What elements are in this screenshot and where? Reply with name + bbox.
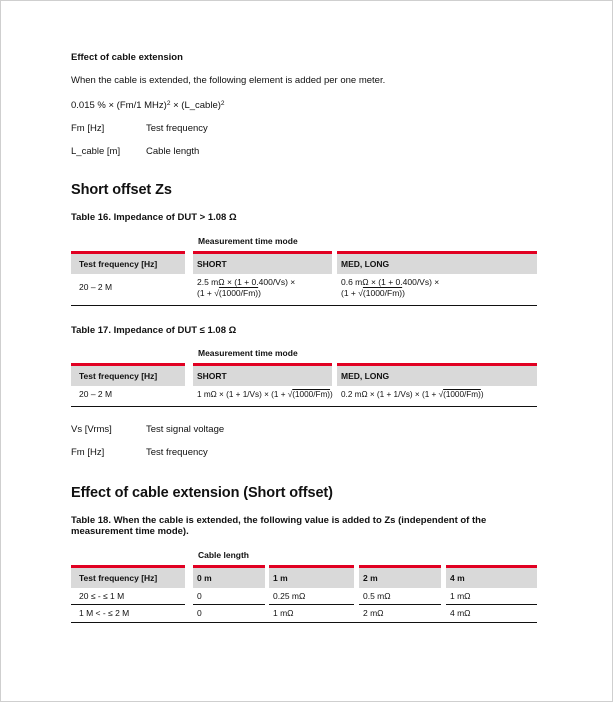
- formula-radicand: (1000/Fm): [443, 390, 481, 399]
- formula-part: ): [402, 288, 405, 298]
- definition-term: Vs [Vrms]: [71, 423, 112, 435]
- table16-col-header-frequency: Test frequency [Hz]: [71, 251, 185, 274]
- formula-part: 1 mΩ × (1 + 1/Vs) × (1 + √: [197, 390, 293, 399]
- formula-part: 2.5 mΩ × (1 + 0.400/Vs) ×: [197, 276, 296, 287]
- table-gap: [185, 588, 193, 606]
- table16-col-header-med-long: MED, LONG: [337, 251, 537, 274]
- table17-cell-short-formula: [193, 386, 332, 406]
- table17: [71, 363, 537, 407]
- formula-part: (1 + √: [341, 288, 363, 298]
- table-gap: [185, 251, 193, 274]
- table16-cell-short-formula: [193, 274, 332, 305]
- table18-row2-value-1m: 1 mΩ: [273, 608, 294, 618]
- table-gap: [185, 565, 193, 588]
- table18-row1-value-0m: 0: [193, 588, 265, 606]
- formula-line: [341, 288, 534, 300]
- table18-row1-value-1m: 0.25 mΩ: [269, 588, 354, 606]
- formula-line: [197, 277, 329, 289]
- definition-term: Fm [Hz]: [71, 446, 105, 458]
- formula-radicand: (1000/Fm): [362, 288, 403, 298]
- table16-group-header: Measurement time mode: [198, 235, 298, 246]
- section-heading-short-offset-zs: Short offset Zs: [71, 182, 172, 198]
- table17-col-header-med-long: MED, LONG: [337, 363, 537, 386]
- formula-part: ): [480, 390, 484, 399]
- page-content: [71, 52, 537, 623]
- definition-row-fm: [71, 123, 537, 134]
- definition-term: Fm [Hz]: [71, 123, 105, 134]
- definition-row-lcable: [71, 146, 537, 157]
- formula-line: [341, 277, 534, 289]
- table-gap: [185, 274, 193, 305]
- table16-col-header-short: SHORT: [193, 251, 332, 274]
- table18-row2-value-4m: 4 mΩ: [450, 608, 471, 618]
- definition-text: Test frequency: [146, 446, 208, 458]
- table16-cell-frequency: 20 – 2 M: [79, 282, 113, 293]
- intro-body-text: When the cable is extended, the following element is added per one meter.: [71, 75, 386, 86]
- definition-text: Cable length: [146, 146, 200, 157]
- table-gap: [185, 386, 193, 406]
- table17-group-header: Measurement time mode: [198, 348, 298, 358]
- formula-part: 0.2 mΩ × (1 + 1/Vs) × (1 + √: [341, 390, 444, 399]
- formula-radicand: (1000/Fm): [218, 288, 259, 298]
- formula-part: × (L_cable): [170, 100, 221, 111]
- cable-extension-formula: [71, 98, 537, 111]
- definition-text: Test signal voltage: [146, 423, 225, 435]
- definition-term: L_cable [m]: [71, 146, 121, 157]
- table18-row1-frequency: 20 ≤ - ≤ 1 M: [71, 588, 185, 606]
- formula-line: [197, 288, 329, 300]
- table18-col-header-1m: 1 m: [269, 565, 354, 588]
- table18-group-header: Cable length: [198, 549, 250, 560]
- table18-row1-value-2m: 0.5 mΩ: [359, 588, 441, 606]
- table18-col-header-frequency: Test frequency [Hz]: [71, 565, 185, 588]
- table18-row1-value-4m: 1 mΩ: [446, 588, 537, 606]
- table16-cell-medlong-formula: [337, 274, 537, 305]
- section-heading-cable-extension: Effect of cable extension: [71, 52, 183, 63]
- table18-row2-value-2m: 2 mΩ: [363, 608, 384, 618]
- table18-col-header-0m: 0 m: [193, 565, 265, 588]
- formula-superscript: 2: [166, 100, 171, 107]
- formula-part: 0.6 mΩ × (1 + 0.400/Vs) ×: [341, 276, 440, 287]
- table17-col-header-frequency: Test frequency [Hz]: [71, 363, 185, 386]
- table16-caption: Table 16. Impedance of DUT > 1.08 Ω: [71, 212, 237, 223]
- definition-text: Test frequency: [146, 123, 208, 134]
- table17-cell-medlong-formula: [337, 386, 537, 406]
- table16: [71, 251, 537, 306]
- table18: [71, 565, 537, 623]
- table18-row2-frequency: 1 M < - ≤ 2 M: [79, 608, 130, 618]
- table17-col-header-short: SHORT: [193, 363, 332, 386]
- formula-radicand: (1000/Fm): [292, 390, 331, 399]
- definition-row-fm2: [71, 447, 537, 458]
- formula-part: (1 + √: [197, 288, 219, 298]
- formula-superscript: 2: [220, 100, 225, 107]
- table18-col-header-2m: 2 m: [359, 565, 441, 588]
- table17-caption: Table 17. Impedance of DUT ≤ 1.08 Ω: [71, 324, 237, 336]
- table18-caption: Table 18. When the cable is extended, the following value is added to Zs (independent of the measurement time mode).: [71, 514, 487, 537]
- table18-col-header-4m: 4 m: [446, 565, 537, 588]
- formula-part: ): [258, 288, 261, 298]
- formula-part: ): [330, 390, 333, 399]
- definition-row-vs: [71, 424, 537, 435]
- table-gap: [185, 363, 193, 386]
- table-gap: [185, 605, 193, 622]
- table17-cell-frequency: 20 – 2 M: [79, 389, 113, 399]
- section-heading-cable-extension-short-offset: Effect of cable extension (Short offset): [71, 484, 333, 501]
- formula-part: 0.015 % × (Fm/1 MHz): [71, 100, 167, 111]
- table18-row2-value-0m: 0: [197, 608, 202, 618]
